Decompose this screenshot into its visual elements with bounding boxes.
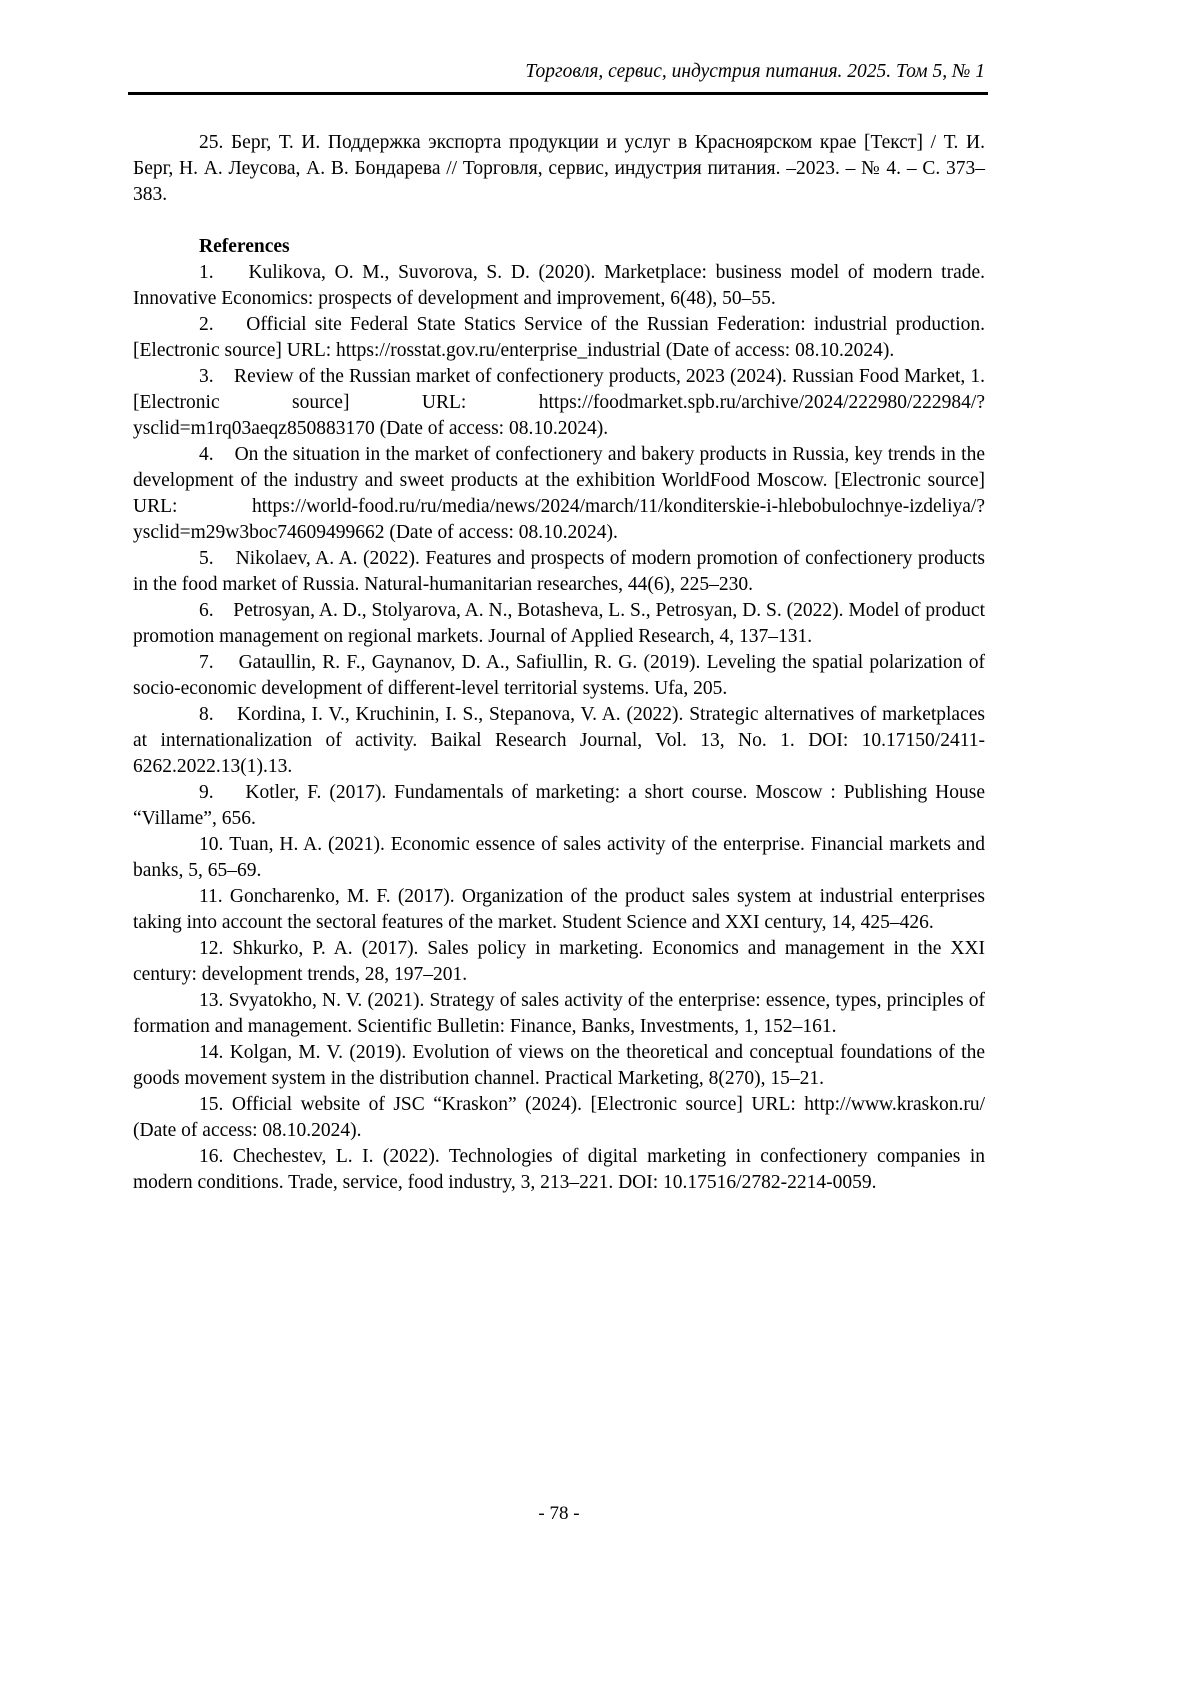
reference-item-13: 13. Svyatokho, N. V. (2021). Strategy of sales activity of the enterprise: essence, types, principles of formation and management. Scientific Bulletin: Finance, Banks, Investments, 1, 152–161.	[133, 990, 985, 1037]
journal-header-title: Торговля, сервис, индустрия питания. 2025. Том 5, № 1	[525, 61, 985, 82]
reference-item-1: 1. Kulikova, O. M., Suvorova, S. D. (2020). Marketplace: business model of modern trade. Innovative Economics: prospects of development and improvement, 6(48), 50–55.	[133, 262, 985, 309]
reference-item-2: 2. Official site Federal State Statics Service of the Russian Federation: industrial production. [Electronic source] URL: https://rosstat.gov.ru/enterprise_industrial (Date of access: 08.10.2024).	[133, 314, 985, 361]
page-content	[133, 130, 985, 1196]
reference-item-8: 8. Kordina, I. V., Kruchinin, I. S., Stepanova, V. A. (2022). Strategic alternatives of marketplaces at internationalization of activity. Baikal Research Journal, Vol. 13, No. 1. DOI: 10.17150/2411-6262.2022.13(1).13.	[133, 704, 985, 777]
reference-item-25-russian: 25. Берг, Т. И. Поддержка экспорта продукции и услуг в Красноярском крае [Текст] / Т. И. Берг, Н. А. Леусова, А. В. Бондарева // Торговля, сервис, индустрия питания. –2023. – № 4. – С. 373–383.	[133, 132, 985, 205]
references-heading: References	[199, 236, 290, 257]
reference-item-9: 9. Kotler, F. (2017). Fundamentals of marketing: a short course. Moscow : Publishing House “Villame”, 656.	[133, 782, 985, 829]
page-number: - 78 -	[538, 1503, 580, 1524]
reference-item-10: 10. Tuan, H. A. (2021). Economic essence of sales activity of the enterprise. Financial markets and banks, 5, 65–69.	[133, 834, 985, 881]
reference-item-12: 12. Shkurko, P. A. (2017). Sales policy in marketing. Economics and management in the XXI century: development trends, 28, 197–201.	[133, 938, 985, 985]
reference-item-5: 5. Nikolaev, A. A. (2022). Features and prospects of modern promotion of confectionery products in the food market of Russia. Natural-humanitarian researches, 44(6), 225–230.	[133, 548, 985, 595]
reference-item-14: 14. Kolgan, M. V. (2019). Evolution of views on the theoretical and conceptual foundations of the goods movement system in the distribution channel. Practical Marketing, 8(270), 15–21.	[133, 1042, 985, 1089]
reference-item-15: 15. Official website of JSC “Kraskon” (2024). [Electronic source] URL: http://www.kraskon.ru/ (Date of access: 08.10.2024).	[133, 1094, 985, 1141]
reference-item-11: 11. Goncharenko, M. F. (2017). Organization of the product sales system at industrial enterprises taking into account the sectoral features of the market. Student Science and XXI century, 14, 425–426.	[133, 886, 985, 933]
reference-item-3: 3. Review of the Russian market of confectionery products, 2023 (2024). Russian Food Market, 1. [Electronic source] URL: https://foodmarket.spb.ru/archive/2024/222980/222984/?ysclid=m1rq03aeqz850883170 (Date of access: 08.10.2024).	[133, 366, 985, 439]
header-rule	[128, 92, 988, 95]
reference-item-7: 7. Gataullin, R. F., Gaynanov, D. A., Safiullin, R. G. (2019). Leveling the spatial polarization of socio-economic development of different-level territorial systems. Ufa, 205.	[133, 652, 985, 699]
reference-item-6: 6. Petrosyan, A. D., Stolyarova, A. N., Botasheva, L. S., Petrosyan, D. S. (2022). Model of product promotion management on regional markets. Journal of Applied Research, 4, 137–131.	[133, 600, 985, 647]
reference-item-4: 4. On the situation in the market of confectionery and bakery products in Russia, key trends in the development of the industry and sweet products at the exhibition WorldFood Moscow. [Electronic source] URL: https://world-food.ru/ru/media/news/2024/march/11/konditerskie-i-hlebobulochnye-izdeliya/?ysclid=m29w3boc74609499662 (Date of access: 08.10.2024).	[133, 444, 985, 543]
reference-item-16: 16. Chechestev, L. I. (2022). Technologies of digital marketing in confectionery companies in modern conditions. Trade, service, food industry, 3, 213–221. DOI: 10.17516/2782-2214-0059.	[133, 1146, 985, 1193]
